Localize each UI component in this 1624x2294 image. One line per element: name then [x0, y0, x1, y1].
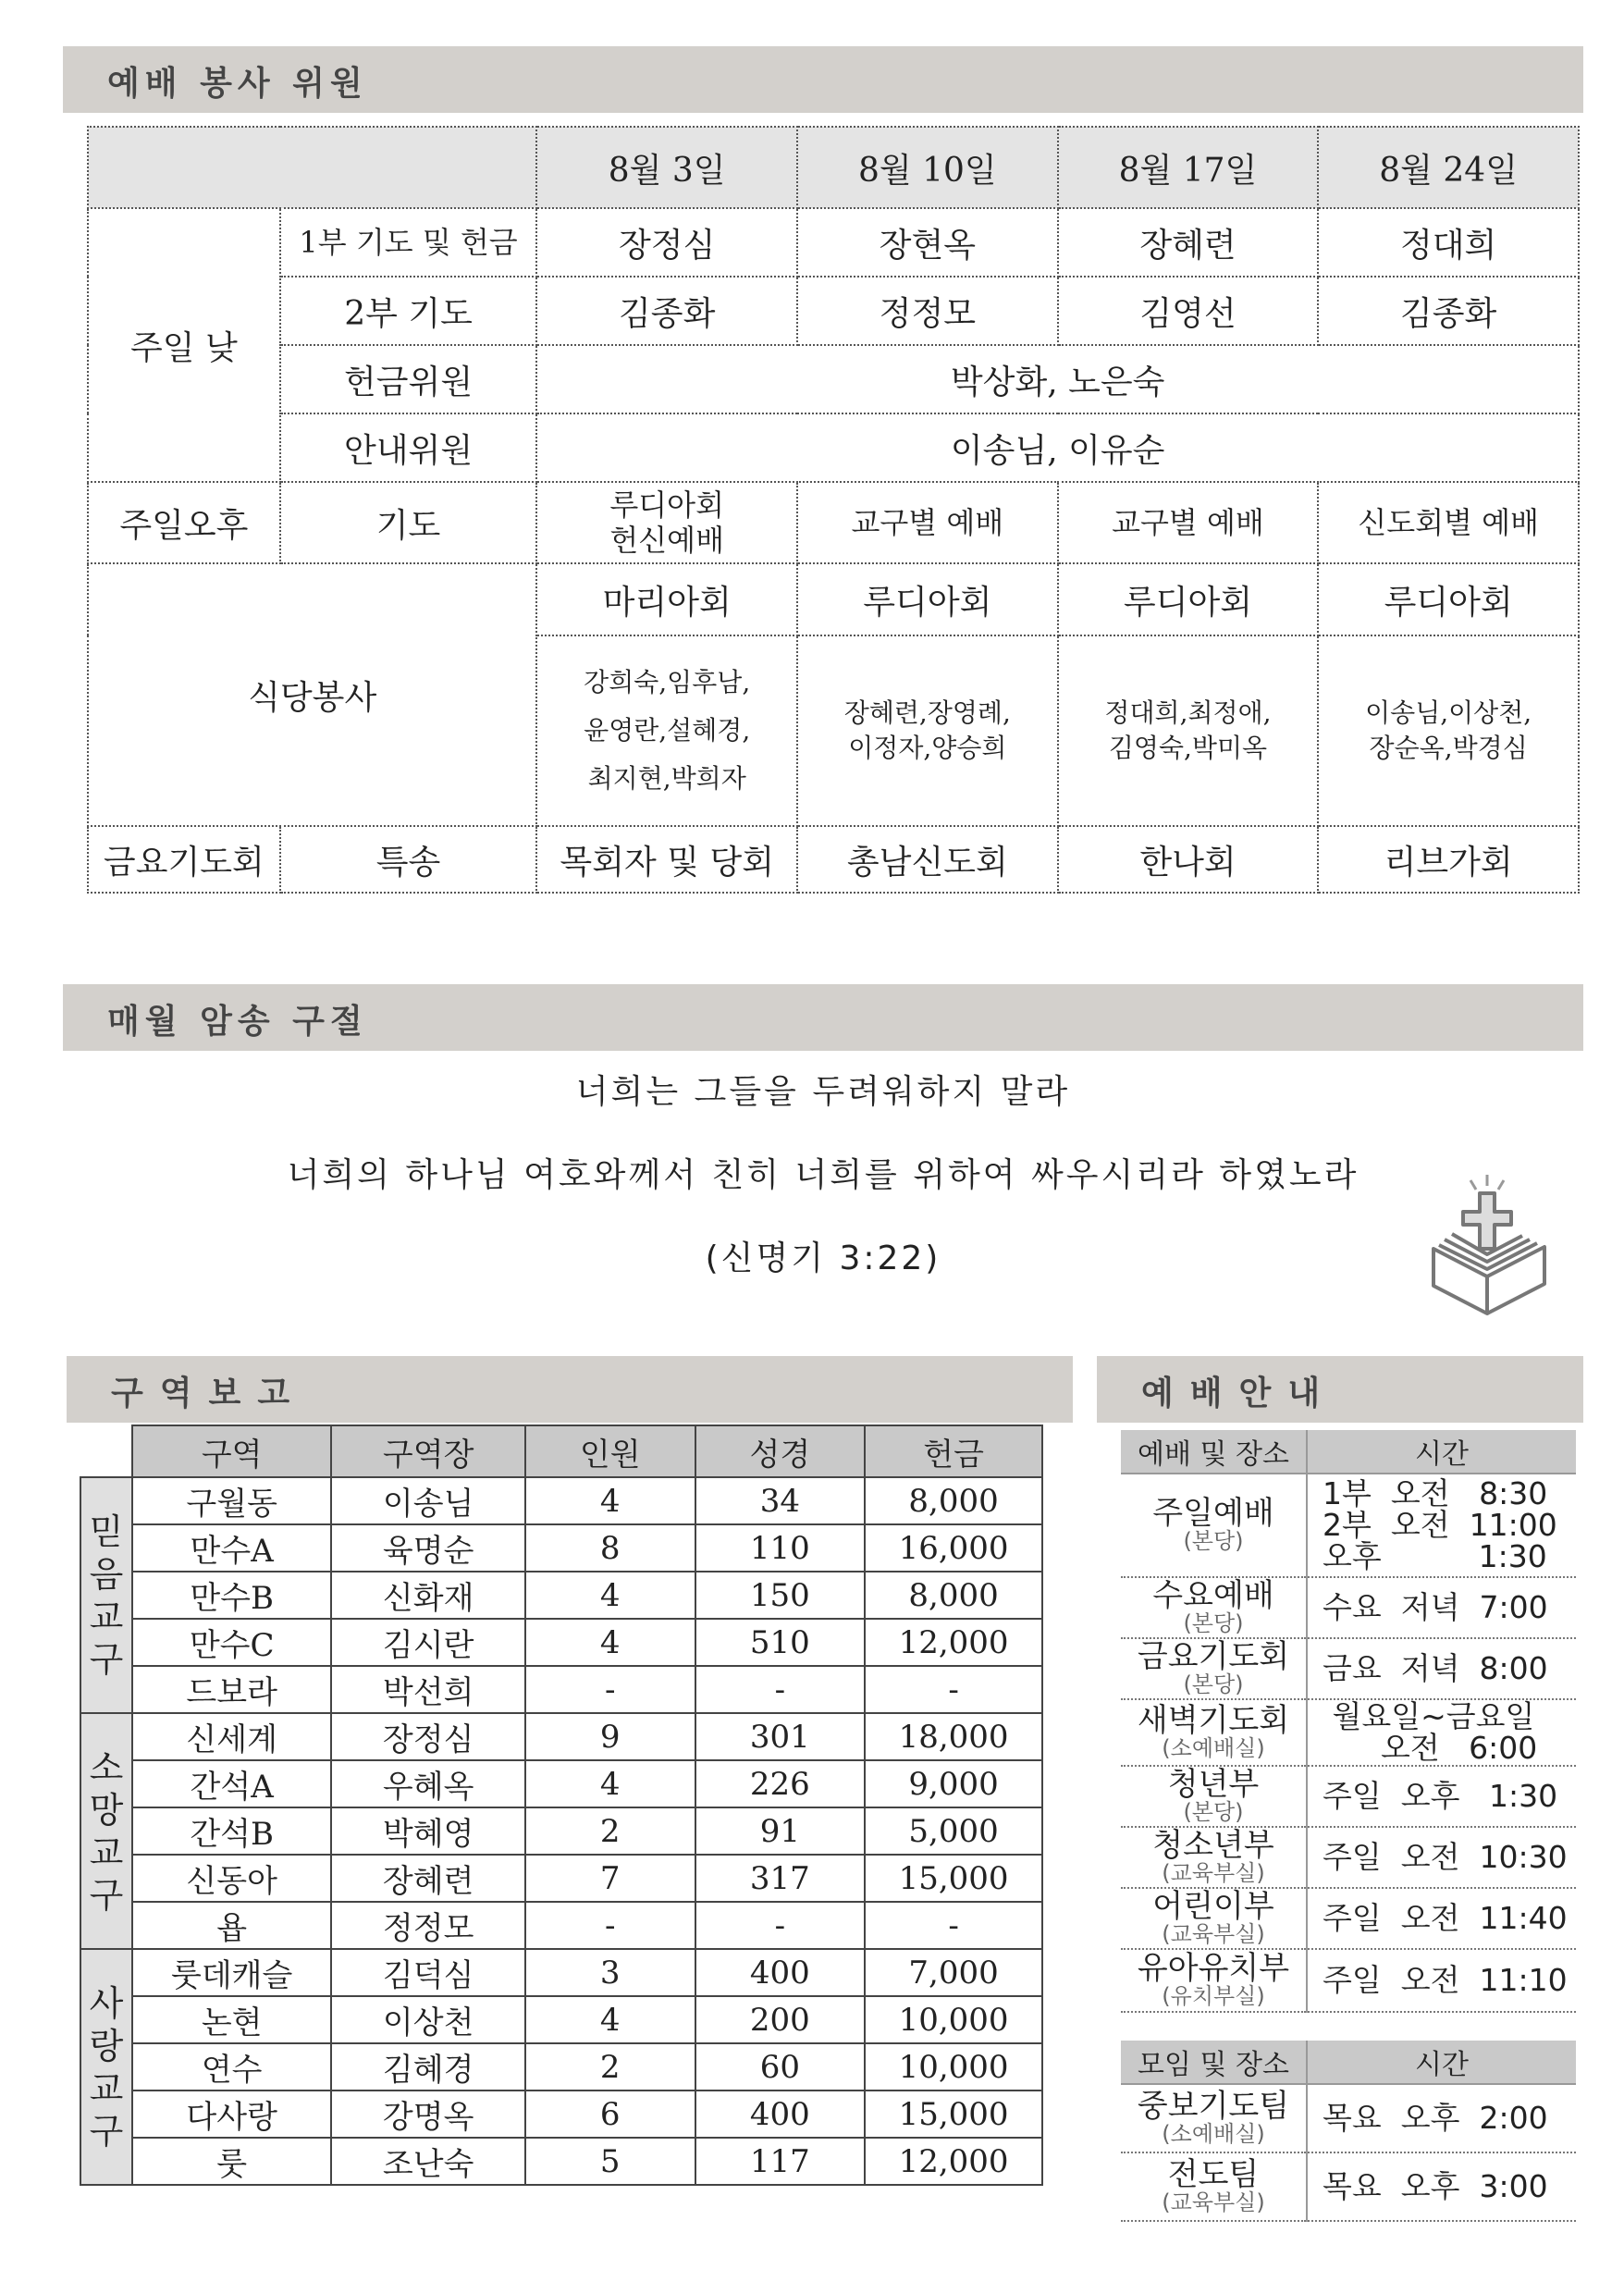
service-name: 수요예배: [1152, 1577, 1274, 1614]
service-place: (유치부실): [1162, 1983, 1265, 2009]
schedule-row: [1121, 1577, 1576, 1638]
name-cell: 리브가회: [1318, 826, 1579, 893]
district-name-cell: 간석B: [132, 1807, 331, 1855]
leader-name-cell: 정정모: [331, 1902, 525, 1949]
attendance-cell: 4: [525, 1996, 695, 2043]
column-header: 시간: [1307, 2041, 1576, 2084]
merged-name-cell: 이송님, 이유순: [536, 413, 1579, 482]
leader-name-cell: 장혜련: [331, 1855, 525, 1902]
name-cell: 교구별 예배: [797, 482, 1058, 563]
table-header-row: [1121, 2041, 1576, 2084]
name-cell: 정대희: [1318, 208, 1579, 277]
bible-count-cell: 226: [695, 1760, 866, 1807]
schedule-name-cell: [1121, 1638, 1307, 1699]
offering-cell: 10,000: [865, 2043, 1042, 2090]
schedule-name-cell: [1121, 1888, 1307, 1949]
attendance-cell: 5: [525, 2138, 695, 2185]
district-name-cell: 연수: [132, 2043, 331, 2090]
schedule-row: [1121, 2152, 1576, 2221]
leader-name-cell: 장정심: [331, 1713, 525, 1760]
service-time: 월요일~금요일 오전 6:00: [1307, 1699, 1576, 1766]
column-header: 구역장: [331, 1425, 525, 1477]
column-header: 성경: [695, 1425, 866, 1477]
service-place: (소예배실): [1162, 1735, 1265, 1761]
district-name-cell: 욥: [132, 1902, 331, 1949]
schedule-name-cell: [1121, 2152, 1307, 2221]
service-time: 주일 오전 11:10: [1307, 1949, 1576, 2012]
bible-count-cell: 400: [695, 1949, 866, 1996]
column-header: 시간: [1307, 1430, 1576, 1474]
attendance-cell: 6: [525, 2090, 695, 2138]
service-name: 전도팀: [1167, 2156, 1260, 2193]
service-name: 금요기도회: [1137, 1638, 1290, 1675]
name-cell: 장현옥: [797, 208, 1058, 277]
offering-cell: 8,000: [865, 1477, 1042, 1524]
schedule-name-cell: [1121, 1474, 1307, 1577]
offering-cell: 15,000: [865, 1855, 1042, 1902]
table-row: [80, 2138, 1042, 2185]
attendance-cell: -: [525, 1902, 695, 1949]
service-place: (본당): [1183, 1671, 1244, 1697]
table-header-row: [80, 1425, 1042, 1477]
offering-cell: -: [865, 1666, 1042, 1713]
attendance-cell: -: [525, 1666, 695, 1713]
schedule-name-cell: [1121, 1577, 1307, 1638]
offering-cell: 12,000: [865, 2138, 1042, 2185]
district-name-cell: 만수A: [132, 1524, 331, 1572]
schedule-name-cell: [1121, 1766, 1307, 1827]
offering-cell: 18,000: [865, 1713, 1042, 1760]
bible-count-cell: -: [695, 1666, 866, 1713]
table-row: [80, 1902, 1042, 1949]
attendance-cell: 4: [525, 1477, 695, 1524]
name-cell: 장혜련: [1058, 208, 1319, 277]
group-cell: 루디아회: [1058, 563, 1319, 635]
column-header: 인원: [525, 1425, 695, 1477]
schedule-name-cell: [1121, 1949, 1307, 2012]
role-label: 특송: [280, 826, 537, 893]
role-label: 2부 기도: [280, 277, 537, 345]
offering-cell: 15,000: [865, 2090, 1042, 2138]
attendance-cell: 2: [525, 1807, 695, 1855]
schedule-row: [1121, 1827, 1576, 1888]
attendance-cell: 7: [525, 1855, 695, 1902]
table-row: [80, 2043, 1042, 2090]
date-cell: 8월 10일: [797, 127, 1058, 208]
members-cell: 이송님,이상천, 장순옥,박경심: [1318, 635, 1579, 826]
open-bible-icon: [1415, 1175, 1563, 1323]
role-label: 기도: [280, 482, 537, 563]
sunday-day-label: 주일 낮: [88, 208, 280, 482]
bible-count-cell: 150: [695, 1572, 866, 1619]
district-name-cell: 드보라: [132, 1666, 331, 1713]
members-cell: 정대희,최정애, 김영숙,박미옥: [1058, 635, 1319, 826]
offering-cell: 8,000: [865, 1572, 1042, 1619]
offering-cell: 9,000: [865, 1760, 1042, 1807]
leader-name-cell: 신화재: [331, 1572, 525, 1619]
date-cell: 8월 17일: [1058, 127, 1319, 208]
district-group-label: 믿 음 교 구: [80, 1477, 132, 1713]
table-row: [80, 1477, 1042, 1524]
service-committee-header: 예배 봉사 위원: [63, 46, 1583, 113]
merged-name-cell: 박상화, 노은숙: [536, 345, 1579, 413]
schedule-row: [1121, 1888, 1576, 1949]
table-row: [80, 1619, 1042, 1666]
members-cell: 장혜련,장영례, 이정자,양승희: [797, 635, 1058, 826]
role-label: 헌금위원: [280, 345, 537, 413]
name-cell: 교구별 예배: [1058, 482, 1319, 563]
service-time: 주일 오후 1:30: [1307, 1766, 1576, 1827]
worship-guide-header: 예배안내: [1097, 1356, 1583, 1423]
name-cell: 김종화: [536, 277, 797, 345]
table-row: [88, 563, 1579, 635]
service-time: 주일 오전 11:40: [1307, 1888, 1576, 1949]
leader-name-cell: 박혜영: [331, 1807, 525, 1855]
memory-verse-header: 매월 암송 구절: [63, 984, 1583, 1051]
column-header: 헌금: [865, 1425, 1042, 1477]
district-group-label: 소 망 교 구: [80, 1713, 132, 1949]
offering-cell: 7,000: [865, 1949, 1042, 1996]
role-label: 1부 기도 및 헌금: [280, 208, 537, 277]
offering-cell: 10,000: [865, 1996, 1042, 2043]
attendance-cell: 9: [525, 1713, 695, 1760]
district-name-cell: 다사랑: [132, 2090, 331, 2138]
leader-name-cell: 김시란: [331, 1619, 525, 1666]
attendance-cell: 4: [525, 1572, 695, 1619]
table-row: [88, 277, 1579, 345]
friday-label: 금요기도회: [88, 826, 280, 893]
schedule-name-cell: [1121, 2084, 1307, 2152]
service-committee-table: [87, 126, 1580, 894]
table-row: [80, 1713, 1042, 1760]
bible-count-cell: 60: [695, 2043, 866, 2090]
table-row: [88, 345, 1579, 413]
service-place: (교육부실): [1162, 1921, 1265, 1947]
schedule-row: [1121, 1638, 1576, 1699]
leader-name-cell: 우혜옥: [331, 1760, 525, 1807]
leader-name-cell: 조난숙: [331, 2138, 525, 2185]
name-cell: 총남신도회: [797, 826, 1058, 893]
service-time: 목요 오후 3:00: [1307, 2152, 1576, 2221]
meeting-schedule-table: [1121, 2041, 1576, 2222]
service-place: (본당): [1183, 1799, 1244, 1825]
column-header: 구역: [132, 1425, 331, 1477]
district-name-cell: 만수B: [132, 1572, 331, 1619]
offering-cell: -: [865, 1902, 1042, 1949]
service-name: 청년부: [1167, 1766, 1260, 1803]
table-row: [80, 2090, 1042, 2138]
bible-count-cell: 301: [695, 1713, 866, 1760]
bible-count-cell: 200: [695, 1996, 866, 2043]
offering-cell: 12,000: [865, 1619, 1042, 1666]
table-row: [88, 208, 1579, 277]
bible-count-cell: 400: [695, 2090, 866, 2138]
schedule-row: [1121, 1699, 1576, 1766]
verse-line-1: 너희는 그들을 두려워하지 말라: [575, 1073, 1071, 1111]
name-cell: 김영선: [1058, 277, 1319, 345]
offering-cell: 16,000: [865, 1524, 1042, 1572]
name-cell: 김종화: [1318, 277, 1579, 345]
schedule-row: [1121, 1474, 1576, 1577]
attendance-cell: 8: [525, 1524, 695, 1572]
service-place: (소예배실): [1162, 2121, 1265, 2147]
worship-schedule-table: [1121, 1430, 1576, 2013]
kitchen-label: 식당봉사: [88, 563, 536, 826]
bible-count-cell: 117: [695, 2138, 866, 2185]
service-time: 금요 저녁 8:00: [1307, 1638, 1576, 1699]
service-name: 유아유치부: [1137, 1950, 1290, 1987]
leader-name-cell: 이송님: [331, 1477, 525, 1524]
table-row: [80, 1760, 1042, 1807]
bible-count-cell: 34: [695, 1477, 866, 1524]
table-row: [80, 1949, 1042, 1996]
column-header: 모임 및 장소: [1121, 2041, 1307, 2084]
table-row: [80, 1572, 1042, 1619]
service-name: 어린이부: [1152, 1888, 1274, 1925]
attendance-cell: 2: [525, 2043, 695, 2090]
leader-name-cell: 강명옥: [331, 2090, 525, 2138]
service-name: 주일예배: [1152, 1495, 1274, 1532]
header-blank: [88, 127, 536, 208]
district-name-cell: 룻: [132, 2138, 331, 2185]
role-label: 안내위원: [280, 413, 537, 482]
table-header-row: [1121, 1430, 1576, 1474]
date-cell: 8월 24일: [1318, 127, 1579, 208]
service-name: 새벽기도회: [1137, 1702, 1290, 1739]
group-cell: 마리아회: [536, 563, 797, 635]
district-name-cell: 룻데캐슬: [132, 1949, 331, 1996]
members-cell: 강희숙,임후남, 윤영란,설혜경, 최지현,박희자: [536, 635, 797, 826]
offering-cell: 5,000: [865, 1807, 1042, 1855]
service-time: 목요 오후 2:00: [1307, 2084, 1576, 2152]
district-name-cell: 신세계: [132, 1713, 331, 1760]
schedule-row: [1121, 1949, 1576, 2012]
attendance-cell: 4: [525, 1619, 695, 1666]
district-name-cell: 논현: [132, 1996, 331, 2043]
table-row: [80, 1855, 1042, 1902]
name-cell: 목회자 및 당회: [536, 826, 797, 893]
service-place: (교육부실): [1162, 1860, 1265, 1886]
table-row: [80, 1524, 1042, 1572]
name-cell: 장정심: [536, 208, 797, 277]
service-time: 수요 저녁 7:00: [1307, 1577, 1576, 1638]
verse-line-2: 너희의 하나님 여호와께서 친히 너희를 위하여 싸우시리라 하였노라: [287, 1156, 1359, 1194]
table-row: [88, 482, 1579, 563]
district-report-table: [80, 1424, 1043, 2186]
column-header: 예배 및 장소: [1121, 1430, 1307, 1474]
name-cell: 정정모: [797, 277, 1058, 345]
district-name-cell: 만수C: [132, 1619, 331, 1666]
verse-reference: (신명기 3:22): [705, 1240, 941, 1277]
service-name: 청소년부: [1152, 1827, 1274, 1864]
district-group-label: 사 랑 교 구: [80, 1949, 132, 2185]
leader-name-cell: 박선희: [331, 1666, 525, 1713]
service-name: 중보기도팀: [1137, 2088, 1290, 2125]
name-cell: 루디아회 헌신예배: [536, 482, 797, 563]
bible-count-cell: 110: [695, 1524, 866, 1572]
date-header-row: [88, 127, 1579, 208]
bible-count-cell: 510: [695, 1619, 866, 1666]
service-place: (본당): [1183, 1528, 1244, 1554]
leader-name-cell: 이상천: [331, 1996, 525, 2043]
leader-name-cell: 김혜경: [331, 2043, 525, 2090]
attendance-cell: 4: [525, 1760, 695, 1807]
table-row: [80, 1996, 1042, 2043]
leader-name-cell: 김덕심: [331, 1949, 525, 1996]
bible-count-cell: 91: [695, 1807, 866, 1855]
service-place: (본당): [1183, 1610, 1244, 1636]
table-row: [88, 413, 1579, 482]
table-row: [80, 1807, 1042, 1855]
leader-name-cell: 육명순: [331, 1524, 525, 1572]
name-cell: 한나회: [1058, 826, 1319, 893]
date-cell: 8월 3일: [536, 127, 797, 208]
service-time: 1부 오전 8:30 2부 오전 11:00 오후 1:30: [1307, 1474, 1576, 1577]
table-row: [88, 826, 1579, 893]
schedule-row: [1121, 2084, 1576, 2152]
schedule-name-cell: [1121, 1827, 1307, 1888]
table-row: [80, 1666, 1042, 1713]
group-cell: 루디아회: [1318, 563, 1579, 635]
service-place: (교육부실): [1162, 2189, 1265, 2215]
sunday-afternoon-label: 주일오후: [88, 482, 280, 563]
schedule-row: [1121, 1766, 1576, 1827]
district-name-cell: 신동아: [132, 1855, 331, 1902]
name-cell: 신도회별 예배: [1318, 482, 1579, 563]
district-name-cell: 간석A: [132, 1760, 331, 1807]
attendance-cell: 3: [525, 1949, 695, 1996]
schedule-name-cell: [1121, 1699, 1307, 1766]
group-cell: 루디아회: [797, 563, 1058, 635]
bible-count-cell: -: [695, 1902, 866, 1949]
district-report-header: 구역보고: [67, 1356, 1073, 1423]
service-time: 주일 오전 10:30: [1307, 1827, 1576, 1888]
district-name-cell: 구월동: [132, 1477, 331, 1524]
bible-count-cell: 317: [695, 1855, 866, 1902]
